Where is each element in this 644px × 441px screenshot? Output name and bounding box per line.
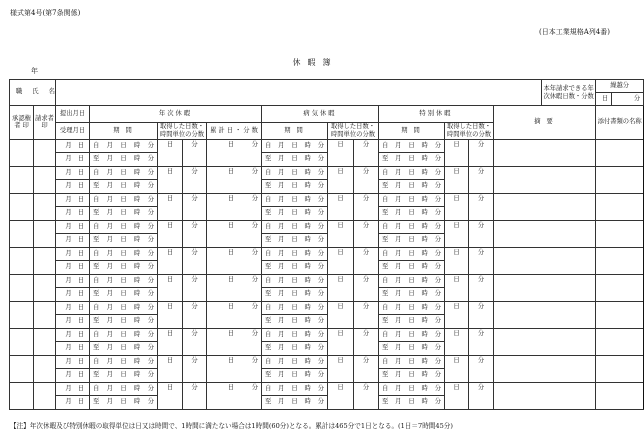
special-period-from[interactable]: 自 月 日 時 分 (379, 166, 445, 180)
sick-period-to[interactable]: 至 月 日 時 分 (262, 207, 328, 221)
special-period-to[interactable]: 至 月 日 時 分 (379, 342, 445, 356)
sick-days-cell[interactable]: 日 (328, 247, 354, 274)
leave-entry-row-top (10, 247, 644, 261)
special-period-to[interactable]: 至 月 日 時 分 (379, 207, 445, 221)
sick-period-to[interactable]: 至 月 日 時 分 (262, 315, 328, 329)
approver-seal-cell[interactable] (10, 355, 34, 382)
sick-period-to[interactable]: 至 月 日 時 分 (262, 342, 328, 356)
submit-date-cell[interactable]: 月 日 (56, 247, 90, 261)
remarks-cell[interactable] (494, 274, 596, 301)
year-label: 年 (31, 67, 38, 75)
attachments-cell[interactable] (596, 139, 644, 166)
annual-cumulative-cell[interactable]: 日 分 (207, 328, 262, 355)
sick-minutes-cell[interactable]: 分 (354, 274, 379, 301)
annual-days-cell[interactable]: 日 (158, 328, 183, 355)
annual-period-to[interactable]: 至 月 日 時 分 (90, 261, 158, 275)
approver-seal-cell[interactable] (10, 139, 34, 166)
annual-minutes-cell[interactable]: 分 (183, 220, 207, 247)
annual-cumulative-cell[interactable]: 日 分 (207, 220, 262, 247)
special-days-taken-header: 取得した日数・時間単位の分数 (445, 123, 494, 140)
leave-entry-row-top (10, 139, 644, 153)
special-period-from[interactable]: 自 月 日 時 分 (379, 274, 445, 288)
requester-seal-cell[interactable] (34, 247, 56, 274)
sick-period-to[interactable]: 至 月 日 時 分 (262, 369, 328, 383)
annual-period-from[interactable]: 自 月 日 時 分 (90, 193, 158, 207)
attachments-cell[interactable] (596, 247, 644, 274)
leave-entry-row-top (10, 301, 644, 315)
sick-period-header: 期 間 (262, 123, 328, 140)
sick-period-from[interactable]: 自 月 日 時 分 (262, 382, 328, 396)
receipt-date-cell[interactable]: 月 日 (56, 234, 90, 248)
sick-period-to[interactable]: 至 月 日 時 分 (262, 288, 328, 302)
annual-days-caption: 本年請求できる年次休暇日数・分数 (542, 80, 596, 106)
special-days-cell[interactable]: 日 (445, 274, 469, 301)
sick-period-to[interactable]: 至 月 日 時 分 (262, 153, 328, 167)
sick-minutes-cell[interactable]: 分 (354, 193, 379, 220)
annual-days-cell[interactable]: 日 (158, 355, 183, 382)
annual-cumulative-cell[interactable]: 日 分 (207, 382, 262, 409)
approver-seal-cell[interactable] (10, 193, 34, 220)
sick-minutes-cell[interactable]: 分 (354, 301, 379, 328)
annual-minutes-cell[interactable]: 分 (183, 355, 207, 382)
annual-days-cell[interactable]: 日 (158, 247, 183, 274)
sick-period-from[interactable]: 自 月 日 時 分 (262, 193, 328, 207)
special-period-from[interactable]: 自 月 日 時 分 (379, 382, 445, 396)
annual-cumulative-cell[interactable]: 日 分 (207, 139, 262, 166)
annual-minutes-cell[interactable]: 分 (183, 301, 207, 328)
annual-period-to[interactable]: 至 月 日 時 分 (90, 315, 158, 329)
requester-seal-cell[interactable] (34, 220, 56, 247)
remarks-cell[interactable] (494, 328, 596, 355)
sick-days-cell[interactable]: 日 (328, 382, 354, 409)
receipt-date-header: 受理月日 (56, 123, 90, 140)
special-period-from[interactable]: 自 月 日 時 分 (379, 301, 445, 315)
submit-date-cell[interactable]: 月 日 (56, 301, 90, 315)
paper-standard: (日本工業規格A列4番) (539, 28, 610, 36)
special-minutes-cell[interactable]: 分 (469, 220, 494, 247)
annual-period-from[interactable]: 自 月 日 時 分 (90, 301, 158, 315)
annual-days-taken-header: 取得した日数・時間単位の分数 (158, 123, 207, 140)
remarks-cell[interactable] (494, 301, 596, 328)
submit-date-header: 提出月日 (56, 106, 90, 123)
special-period-to[interactable]: 至 月 日 時 分 (379, 153, 445, 167)
special-period-to[interactable]: 至 月 日 時 分 (379, 396, 445, 410)
leave-entry-row-top (10, 220, 644, 234)
remarks-cell[interactable] (494, 193, 596, 220)
annual-period-to[interactable]: 至 月 日 時 分 (90, 234, 158, 248)
receipt-date-cell[interactable]: 月 日 (56, 315, 90, 329)
sick-minutes-cell[interactable]: 分 (354, 139, 379, 166)
annual-minutes-cell[interactable]: 分 (183, 139, 207, 166)
sick-minutes-cell[interactable]: 分 (354, 382, 379, 409)
sick-period-to[interactable]: 至 月 日 時 分 (262, 234, 328, 248)
sick-days-cell[interactable]: 日 (328, 139, 354, 166)
carryover-min-unit[interactable]: 分 (612, 93, 644, 106)
attachments-cell[interactable] (596, 193, 644, 220)
attachments-cell[interactable] (596, 382, 644, 409)
approver-seal-cell[interactable] (10, 274, 34, 301)
annual-period-from[interactable]: 自 月 日 時 分 (90, 355, 158, 369)
leave-entry-row-top (10, 355, 644, 369)
requester-seal-cell[interactable] (34, 382, 56, 409)
special-days-cell[interactable]: 日 (445, 247, 469, 274)
special-period-to[interactable]: 至 月 日 時 分 (379, 234, 445, 248)
remarks-cell[interactable] (494, 355, 596, 382)
page-title: 休暇簿 (292, 58, 338, 67)
annual-days-cell[interactable]: 日 (158, 382, 183, 409)
requester-seal-cell[interactable] (34, 355, 56, 382)
special-minutes-cell[interactable]: 分 (469, 139, 494, 166)
approver-seal-cell[interactable] (10, 220, 34, 247)
approver-seal-cell[interactable] (10, 166, 34, 193)
special-days-cell[interactable]: 日 (445, 220, 469, 247)
leave-entry-row-top (10, 166, 644, 180)
annual-cumulative-cell[interactable]: 日 分 (207, 274, 262, 301)
special-period-from[interactable]: 自 月 日 時 分 (379, 247, 445, 261)
approver-seal-cell[interactable] (10, 247, 34, 274)
approver-seal-cell[interactable] (10, 301, 34, 328)
annual-period-from[interactable]: 自 月 日 時 分 (90, 328, 158, 342)
annual-cumulative-cell[interactable]: 日 分 (207, 355, 262, 382)
sick-period-from[interactable]: 自 月 日 時 分 (262, 139, 328, 153)
remarks-cell[interactable] (494, 220, 596, 247)
sick-period-to[interactable]: 至 月 日 時 分 (262, 396, 328, 410)
carryover-days-unit[interactable]: 日 (596, 93, 612, 106)
annual-period-from[interactable]: 自 月 日 時 分 (90, 139, 158, 153)
annual-days-cell[interactable]: 日 (158, 220, 183, 247)
submit-date-cell[interactable]: 月 日 (56, 274, 90, 288)
attachments-cell[interactable] (596, 301, 644, 328)
annual-period-to[interactable]: 至 月 日 時 分 (90, 207, 158, 221)
special-minutes-cell[interactable]: 分 (469, 166, 494, 193)
special-period-from[interactable]: 自 月 日 時 分 (379, 328, 445, 342)
special-minutes-cell[interactable]: 分 (469, 355, 494, 382)
sick-days-taken-header: 取得した日数・時間単位の分数 (328, 123, 379, 140)
special-period-from[interactable]: 自 月 日 時 分 (379, 139, 445, 153)
leave-entry-row-top (10, 328, 644, 342)
special-period-from[interactable]: 自 月 日 時 分 (379, 355, 445, 369)
sick-days-cell[interactable]: 日 (328, 355, 354, 382)
attachments-cell[interactable] (596, 355, 644, 382)
submit-date-cell[interactable]: 月 日 (56, 355, 90, 369)
special-days-cell[interactable]: 日 (445, 193, 469, 220)
special-days-cell[interactable]: 日 (445, 328, 469, 355)
approver-seal-header: 承認権者 印 (10, 106, 34, 140)
sick-period-to[interactable]: 至 月 日 時 分 (262, 180, 328, 194)
receipt-date-cell[interactable]: 月 日 (56, 396, 90, 410)
approver-seal-cell[interactable] (10, 382, 34, 409)
requester-seal-header: 請求者印 (34, 106, 56, 140)
sick-period-from[interactable]: 自 月 日 時 分 (262, 355, 328, 369)
leave-entry-row-top (10, 274, 644, 288)
special-days-cell[interactable]: 日 (445, 382, 469, 409)
leave-entry-row-top (10, 193, 644, 207)
annual-period-header: 期 間 (90, 123, 158, 140)
special-minutes-cell[interactable]: 分 (469, 301, 494, 328)
sick-minutes-cell[interactable]: 分 (354, 247, 379, 274)
annual-minutes-cell[interactable]: 分 (183, 166, 207, 193)
remarks-header: 摘 要 (494, 106, 596, 140)
special-period-header: 期 間 (379, 123, 445, 140)
special-period-to[interactable]: 至 月 日 時 分 (379, 261, 445, 275)
special-period-to[interactable]: 至 月 日 時 分 (379, 288, 445, 302)
receipt-date-cell[interactable]: 月 日 (56, 342, 90, 356)
attachments-cell[interactable] (596, 166, 644, 193)
special-minutes-cell[interactable]: 分 (469, 274, 494, 301)
submit-date-cell[interactable]: 月 日 (56, 382, 90, 396)
annual-days-cell[interactable]: 日 (158, 139, 183, 166)
annual-days-cell[interactable]: 日 (158, 274, 183, 301)
special-days-cell[interactable]: 日 (445, 166, 469, 193)
receipt-date-cell[interactable]: 月 日 (56, 261, 90, 275)
receipt-date-cell[interactable]: 月 日 (56, 288, 90, 302)
remarks-cell[interactable] (494, 166, 596, 193)
sick-period-from[interactable]: 自 月 日 時 分 (262, 247, 328, 261)
receipt-date-cell[interactable]: 月 日 (56, 207, 90, 221)
special-minutes-cell[interactable]: 分 (469, 328, 494, 355)
annual-cumulative-header: 累 計 日 ・ 分 数 (207, 123, 262, 140)
annual-days-cell[interactable]: 日 (158, 166, 183, 193)
requester-seal-cell[interactable] (34, 274, 56, 301)
attachments-cell[interactable] (596, 220, 644, 247)
sick-days-cell[interactable]: 日 (328, 328, 354, 355)
special-period-to[interactable]: 至 月 日 時 分 (379, 315, 445, 329)
annual-period-from[interactable]: 自 月 日 時 分 (90, 274, 158, 288)
special-days-cell[interactable]: 日 (445, 301, 469, 328)
submit-date-cell[interactable]: 月 日 (56, 328, 90, 342)
annual-period-to[interactable]: 至 月 日 時 分 (90, 342, 158, 356)
leave-ledger-table (9, 79, 644, 410)
special-minutes-cell[interactable]: 分 (469, 247, 494, 274)
requester-seal-cell[interactable] (34, 301, 56, 328)
sick-period-to[interactable]: 至 月 日 時 分 (262, 261, 328, 275)
annual-period-from[interactable]: 自 月 日 時 分 (90, 166, 158, 180)
annual-period-from[interactable]: 自 月 日 時 分 (90, 247, 158, 261)
special-minutes-cell[interactable]: 分 (469, 193, 494, 220)
sick-minutes-cell[interactable]: 分 (354, 355, 379, 382)
sick-minutes-cell[interactable]: 分 (354, 220, 379, 247)
footnote: 【注】年次休暇及び特別休暇の取得単位は日又は時間で、1時間に満たない場合は1時間(60分)となる。累計は465分で1日となる。(1日＝7時間45分) (10, 422, 453, 430)
remarks-cell[interactable] (494, 247, 596, 274)
annual-leave-header: 年次休暇 (90, 106, 262, 123)
special-period-from[interactable]: 自 月 日 時 分 (379, 220, 445, 234)
remarks-cell[interactable] (494, 139, 596, 166)
annual-period-to[interactable]: 至 月 日 時 分 (90, 288, 158, 302)
receipt-date-cell[interactable]: 月 日 (56, 369, 90, 383)
sick-days-cell[interactable]: 日 (328, 220, 354, 247)
sick-period-from[interactable]: 自 月 日 時 分 (262, 274, 328, 288)
form-number: 様式第4号(第7条関係) (10, 9, 81, 17)
requester-seal-cell[interactable] (34, 139, 56, 166)
annual-minutes-cell[interactable]: 分 (183, 247, 207, 274)
annual-period-to[interactable]: 至 月 日 時 分 (90, 396, 158, 410)
sick-leave-header: 病気休暇 (262, 106, 379, 123)
name-label: 職 氏 名 (10, 80, 56, 106)
annual-period-from[interactable]: 自 月 日 時 分 (90, 382, 158, 396)
annual-minutes-cell[interactable]: 分 (183, 382, 207, 409)
annual-days-cell[interactable]: 日 (158, 301, 183, 328)
special-days-cell[interactable]: 日 (445, 139, 469, 166)
sick-period-from[interactable]: 自 月 日 時 分 (262, 301, 328, 315)
special-days-cell[interactable]: 日 (445, 355, 469, 382)
annual-period-to[interactable]: 至 月 日 時 分 (90, 369, 158, 383)
annual-minutes-cell[interactable]: 分 (183, 328, 207, 355)
sick-minutes-cell[interactable]: 分 (354, 166, 379, 193)
attachments-cell[interactable] (596, 328, 644, 355)
special-minutes-cell[interactable]: 分 (469, 382, 494, 409)
annual-period-to[interactable]: 至 月 日 時 分 (90, 153, 158, 167)
requester-seal-cell[interactable] (34, 166, 56, 193)
leave-entry-row-top (10, 382, 644, 396)
submit-date-cell[interactable]: 月 日 (56, 220, 90, 234)
submit-date-cell[interactable]: 月 日 (56, 166, 90, 180)
submit-date-cell[interactable]: 月 日 (56, 139, 90, 153)
annual-cumulative-cell[interactable]: 日 分 (207, 193, 262, 220)
approver-seal-cell[interactable] (10, 328, 34, 355)
submit-date-cell[interactable]: 月 日 (56, 193, 90, 207)
requester-seal-cell[interactable] (34, 193, 56, 220)
annual-days-cell[interactable]: 日 (158, 193, 183, 220)
special-period-from[interactable]: 自 月 日 時 分 (379, 193, 445, 207)
annual-period-from[interactable]: 自 月 日 時 分 (90, 220, 158, 234)
annual-period-to[interactable]: 至 月 日 時 分 (90, 180, 158, 194)
annual-cumulative-cell[interactable]: 日 分 (207, 301, 262, 328)
receipt-date-cell[interactable]: 月 日 (56, 180, 90, 194)
special-period-to[interactable]: 至 月 日 時 分 (379, 180, 445, 194)
annual-minutes-cell[interactable]: 分 (183, 274, 207, 301)
attachments-cell[interactable] (596, 274, 644, 301)
special-period-to[interactable]: 至 月 日 時 分 (379, 369, 445, 383)
sick-days-cell[interactable]: 日 (328, 301, 354, 328)
special-leave-header: 特別休暇 (379, 106, 494, 123)
sick-period-from[interactable]: 自 月 日 時 分 (262, 220, 328, 234)
annual-minutes-cell[interactable]: 分 (183, 193, 207, 220)
attachments-header: 添付書類の名称 (596, 106, 644, 140)
annual-cumulative-cell[interactable]: 日 分 (207, 247, 262, 274)
sick-minutes-cell[interactable]: 分 (354, 328, 379, 355)
sick-period-from[interactable]: 自 月 日 時 分 (262, 328, 328, 342)
requester-seal-cell[interactable] (34, 328, 56, 355)
remarks-cell[interactable] (494, 382, 596, 409)
sick-days-cell[interactable]: 日 (328, 166, 354, 193)
sick-days-cell[interactable]: 日 (328, 193, 354, 220)
sick-days-cell[interactable]: 日 (328, 274, 354, 301)
sick-period-from[interactable]: 自 月 日 時 分 (262, 166, 328, 180)
annual-cumulative-cell[interactable]: 日 分 (207, 166, 262, 193)
carryover-label: 繰越分 (596, 80, 644, 93)
name-field[interactable] (56, 80, 542, 106)
receipt-date-cell[interactable]: 月 日 (56, 153, 90, 167)
